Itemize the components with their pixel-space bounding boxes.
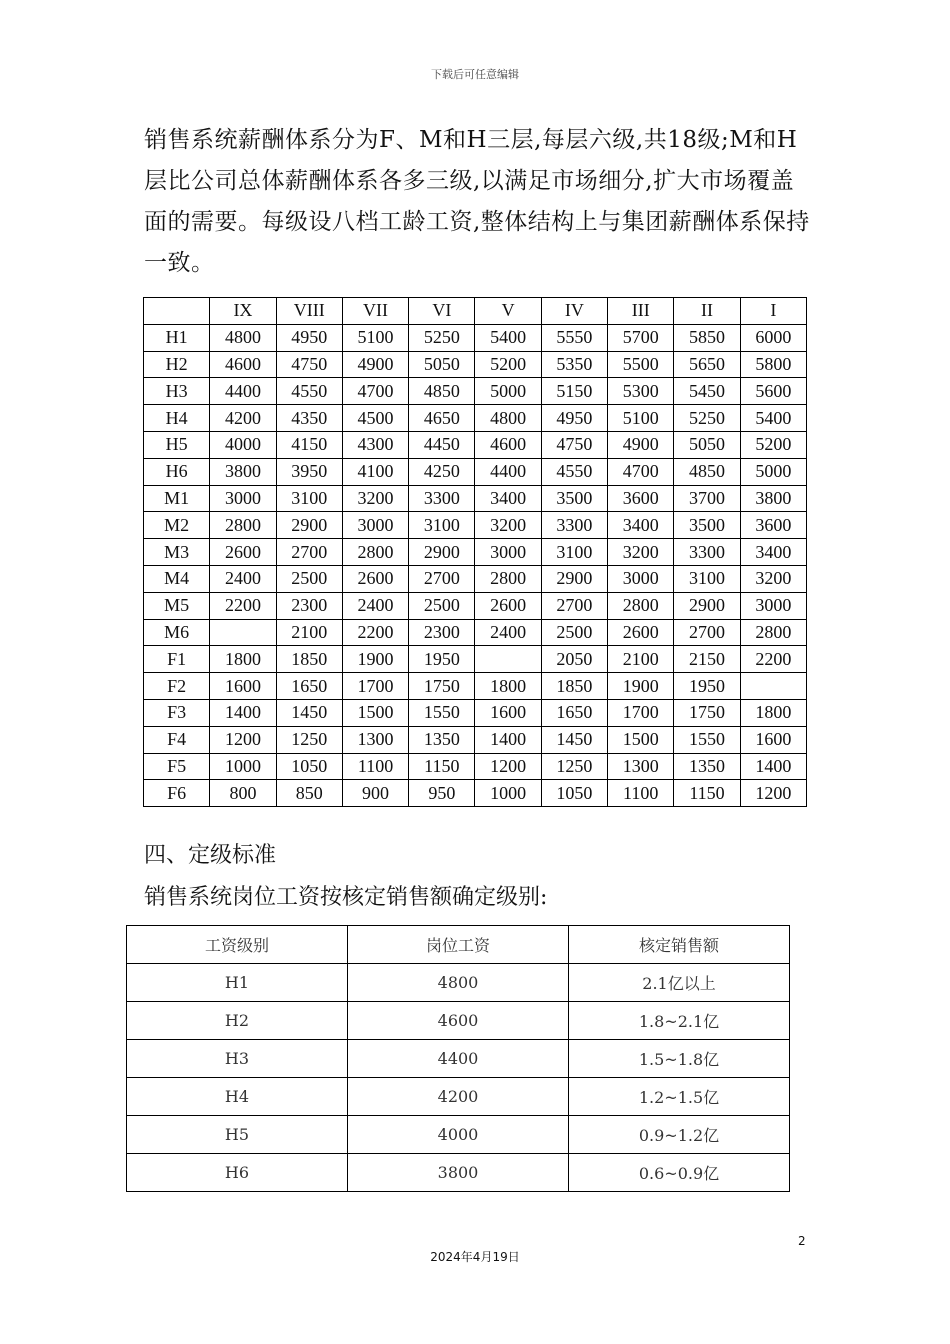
salary-table-cell: 5250 (674, 405, 740, 432)
salary-table-cell: 1950 (674, 673, 740, 700)
level-table-cell: 1.8~2.1亿 (569, 1002, 790, 1040)
level-table-cell: 1.2~1.5亿 (569, 1078, 790, 1116)
salary-table-row-label: M3 (144, 539, 210, 566)
level-table-cell: 0.6~0.9亿 (569, 1154, 790, 1192)
section-title: 四、定级标准 (144, 843, 277, 868)
salary-table-cell: 3400 (475, 485, 541, 512)
salary-table-cell: 4200 (210, 405, 276, 432)
salary-table-cell: 1050 (276, 753, 342, 780)
salary-table-row-label: H2 (144, 351, 210, 378)
salary-table-cell: 4450 (409, 431, 475, 458)
salary-table-cell: 2900 (541, 565, 607, 592)
salary-table-column-header: VII (342, 298, 408, 325)
salary-table-cell: 1600 (210, 673, 276, 700)
salary-table-cell: 1900 (342, 646, 408, 673)
intro-paragraph (144, 120, 814, 284)
salary-table-cell: 2100 (276, 619, 342, 646)
salary-table-row (144, 673, 807, 700)
salary-table-cell: 5700 (608, 324, 674, 351)
salary-table-cell: 3200 (740, 565, 806, 592)
salary-table-cell: 4400 (210, 378, 276, 405)
salary-table-cell: 1600 (740, 726, 806, 753)
intro-line: 销售系统薪酬体系分为F、M和H三层,每层六级,共18级;M和H (144, 127, 798, 153)
level-table-cell: 4400 (348, 1040, 569, 1078)
salary-table-cell: 4900 (608, 431, 674, 458)
salary-table-header (144, 298, 807, 325)
salary-table-cell: 4600 (475, 431, 541, 458)
level-table-cell: 2.1亿以上 (569, 964, 790, 1002)
salary-table-cell: 3100 (276, 485, 342, 512)
salary-table-cell: 4150 (276, 431, 342, 458)
salary-table-cell: 2300 (409, 619, 475, 646)
salary-table-row-label: F3 (144, 699, 210, 726)
salary-table-cell: 1400 (210, 699, 276, 726)
salary-table-cell: 5650 (674, 351, 740, 378)
level-table-cell: 0.9~1.2亿 (569, 1116, 790, 1154)
salary-table-cell: 3200 (475, 512, 541, 539)
intro-line: 一致。 (144, 250, 215, 276)
section-text: 销售系统岗位工资按核定销售额确定级别: (144, 885, 548, 910)
salary-table-cell: 2400 (342, 592, 408, 619)
salary-table-cell: 3000 (475, 539, 541, 566)
salary-table-cell: 3200 (342, 485, 408, 512)
salary-table-cell: 1150 (674, 780, 740, 807)
salary-table-cell: 4950 (276, 324, 342, 351)
salary-table-row (144, 458, 807, 485)
salary-table-cell: 1250 (276, 726, 342, 753)
level-table-cell: 4600 (348, 1002, 569, 1040)
salary-table-row-label: H4 (144, 405, 210, 432)
salary-table-cell: 3000 (342, 512, 408, 539)
salary-table-cell: 3300 (674, 539, 740, 566)
salary-table-cell: 5400 (475, 324, 541, 351)
salary-table-cell: 1200 (475, 753, 541, 780)
salary-table-cell: 4800 (475, 405, 541, 432)
level-table-cell: 4200 (348, 1078, 569, 1116)
level-table-row (127, 1002, 790, 1040)
salary-table-cell: 1000 (475, 780, 541, 807)
salary-table-cell: 1350 (409, 726, 475, 753)
salary-table-row-label: H5 (144, 431, 210, 458)
salary-table-row (144, 539, 807, 566)
salary-table-cell: 4550 (276, 378, 342, 405)
salary-table-row-label: M5 (144, 592, 210, 619)
salary-table-cell: 2400 (475, 619, 541, 646)
page-number: 2 (798, 1234, 806, 1248)
level-table-row-label: H4 (127, 1078, 348, 1116)
salary-table-cell: 4600 (210, 351, 276, 378)
salary-table-cell: 2600 (210, 539, 276, 566)
salary-table-row-label: H1 (144, 324, 210, 351)
level-table-row-label: H3 (127, 1040, 348, 1078)
salary-table-cell: 3600 (608, 485, 674, 512)
salary-table-cell: 4700 (608, 458, 674, 485)
salary-table-cell: 2050 (541, 646, 607, 673)
salary-table-row (144, 699, 807, 726)
salary-table-cell: 1300 (342, 726, 408, 753)
salary-table-cell: 2900 (276, 512, 342, 539)
level-table-row (127, 1116, 790, 1154)
salary-table-cell: 2700 (276, 539, 342, 566)
salary-table-cell: 1600 (475, 699, 541, 726)
salary-table-cell: 1200 (740, 780, 806, 807)
salary-table-cell: 950 (409, 780, 475, 807)
salary-table-cell: 5800 (740, 351, 806, 378)
salary-table-row (144, 619, 807, 646)
salary-table-cell: 5000 (740, 458, 806, 485)
salary-table-row (144, 726, 807, 753)
salary-table-cell: 5400 (740, 405, 806, 432)
salary-table-cell: 4650 (409, 405, 475, 432)
salary-table-cell: 3800 (740, 485, 806, 512)
salary-table-row (144, 485, 807, 512)
salary-table-column-header (144, 298, 210, 325)
salary-table-row-label: F5 (144, 753, 210, 780)
salary-table-cell: 5200 (740, 431, 806, 458)
salary-table-cell: 5000 (475, 378, 541, 405)
salary-table-row (144, 405, 807, 432)
salary-table-row-label: M4 (144, 565, 210, 592)
salary-table-cell: 4250 (409, 458, 475, 485)
salary-table-cell: 1550 (674, 726, 740, 753)
salary-table-column-header: IV (541, 298, 607, 325)
salary-table-cell: 2600 (475, 592, 541, 619)
salary-table-cell: 1950 (409, 646, 475, 673)
salary-table-cell: 1650 (541, 699, 607, 726)
salary-table-cell: 2900 (409, 539, 475, 566)
salary-table-cell: 1050 (541, 780, 607, 807)
salary-table-cell: 4950 (541, 405, 607, 432)
salary-table-row-label: M1 (144, 485, 210, 512)
level-table-header (127, 926, 790, 964)
salary-table-row (144, 780, 807, 807)
salary-table-cell: 1400 (740, 753, 806, 780)
salary-table-cell: 4500 (342, 405, 408, 432)
salary-table-cell: 2700 (409, 565, 475, 592)
salary-table-cell: 3100 (409, 512, 475, 539)
salary-table-cell: 1650 (276, 673, 342, 700)
salary-table-cell: 1300 (608, 753, 674, 780)
salary-table-cell: 3100 (541, 539, 607, 566)
salary-table-row (144, 378, 807, 405)
salary-table-cell: 3500 (541, 485, 607, 512)
salary-table-column-header: VI (409, 298, 475, 325)
salary-table-cell: 3500 (674, 512, 740, 539)
intro-line: 面的需要。每级设八档工龄工资,整体结构上与集团薪酬体系保持 (144, 209, 810, 235)
salary-table-cell: 2200 (342, 619, 408, 646)
salary-grade-table (143, 297, 807, 807)
salary-table-row (144, 565, 807, 592)
salary-table-cell: 5450 (674, 378, 740, 405)
salary-table-cell: 5300 (608, 378, 674, 405)
salary-table-cell: 2800 (342, 539, 408, 566)
salary-table-row-label: H3 (144, 378, 210, 405)
salary-table-cell: 4300 (342, 431, 408, 458)
salary-table-cell: 1700 (342, 673, 408, 700)
salary-table-cell: 3000 (608, 565, 674, 592)
salary-table-row (144, 592, 807, 619)
salary-table-row (144, 753, 807, 780)
salary-table-cell: 4850 (674, 458, 740, 485)
level-table-cell: 3800 (348, 1154, 569, 1192)
footer-date: 2024年4月19日 (430, 1250, 520, 1264)
salary-table-cell: 4750 (541, 431, 607, 458)
salary-table-cell: 5050 (409, 351, 475, 378)
salary-table-column-header: III (608, 298, 674, 325)
salary-table-cell: 1000 (210, 753, 276, 780)
salary-table-cell: 2900 (674, 592, 740, 619)
salary-table-cell: 4850 (409, 378, 475, 405)
salary-table-cell: 2600 (608, 619, 674, 646)
salary-table-cell: 1100 (342, 753, 408, 780)
salary-table-row (144, 646, 807, 673)
salary-table-cell: 1350 (674, 753, 740, 780)
level-table-cell: 4000 (348, 1116, 569, 1154)
level-standard-table (126, 925, 790, 1192)
salary-table-cell: 2800 (475, 565, 541, 592)
salary-table-cell: 1800 (475, 673, 541, 700)
salary-table-cell: 1150 (409, 753, 475, 780)
level-table-row (127, 1078, 790, 1116)
level-table-column-header: 岗位工资 (348, 926, 569, 964)
level-table-row (127, 1154, 790, 1192)
salary-table-cell: 2800 (210, 512, 276, 539)
salary-table-cell: 5550 (541, 324, 607, 351)
salary-table-cell: 3600 (740, 512, 806, 539)
salary-table-cell: 800 (210, 780, 276, 807)
salary-table-cell: 2500 (409, 592, 475, 619)
salary-table-cell: 5250 (409, 324, 475, 351)
salary-table-cell: 1700 (608, 699, 674, 726)
salary-table-cell: 2700 (674, 619, 740, 646)
salary-table-row (144, 324, 807, 351)
salary-table-cell: 3400 (740, 539, 806, 566)
salary-table-cell: 1750 (674, 699, 740, 726)
level-table-column-header: 核定销售额 (569, 926, 790, 964)
salary-table-cell: 5350 (541, 351, 607, 378)
salary-table-cell: 1450 (276, 699, 342, 726)
salary-table-cell: 1500 (342, 699, 408, 726)
level-table-row-label: H6 (127, 1154, 348, 1192)
salary-table-cell: 2700 (541, 592, 607, 619)
salary-table-cell: 2400 (210, 565, 276, 592)
level-table-row-label: H2 (127, 1002, 348, 1040)
salary-table-cell (210, 619, 276, 646)
salary-table-column-header: V (475, 298, 541, 325)
salary-table-cell: 3300 (541, 512, 607, 539)
salary-table-cell: 4800 (210, 324, 276, 351)
salary-table-cell: 4700 (342, 378, 408, 405)
salary-table-cell: 5100 (608, 405, 674, 432)
salary-table-cell: 3400 (608, 512, 674, 539)
salary-table-cell: 1100 (608, 780, 674, 807)
salary-table-cell: 900 (342, 780, 408, 807)
salary-table-row-label: M6 (144, 619, 210, 646)
salary-table-row (144, 351, 807, 378)
salary-table-row (144, 512, 807, 539)
salary-table-cell: 3100 (674, 565, 740, 592)
salary-table-cell: 3000 (740, 592, 806, 619)
salary-table-cell: 1400 (475, 726, 541, 753)
salary-table-cell: 4100 (342, 458, 408, 485)
salary-table-cell: 1800 (210, 646, 276, 673)
salary-table-cell: 2100 (608, 646, 674, 673)
salary-table-cell: 3700 (674, 485, 740, 512)
salary-table-body (144, 324, 807, 806)
salary-table-cell: 5200 (475, 351, 541, 378)
salary-table-cell: 2800 (740, 619, 806, 646)
salary-table-row-label: F4 (144, 726, 210, 753)
salary-table-cell: 1200 (210, 726, 276, 753)
salary-table-cell: 2800 (608, 592, 674, 619)
salary-table-cell: 4550 (541, 458, 607, 485)
salary-table-cell: 5500 (608, 351, 674, 378)
salary-table-cell: 3200 (608, 539, 674, 566)
salary-table-cell: 4400 (475, 458, 541, 485)
salary-table-cell: 2200 (740, 646, 806, 673)
salary-table-cell (475, 646, 541, 673)
salary-table-cell: 2150 (674, 646, 740, 673)
intro-line: 层比公司总体薪酬体系各多三级,以满足市场细分,扩大市场覆盖 (144, 168, 795, 194)
salary-table-row (144, 431, 807, 458)
salary-table-cell: 850 (276, 780, 342, 807)
salary-table-cell: 2500 (276, 565, 342, 592)
salary-table-cell: 5050 (674, 431, 740, 458)
salary-table-row-label: F1 (144, 646, 210, 673)
salary-table-cell (740, 673, 806, 700)
salary-table-column-header: IX (210, 298, 276, 325)
salary-table-cell: 1450 (541, 726, 607, 753)
salary-table-cell: 2300 (276, 592, 342, 619)
salary-table-cell: 5850 (674, 324, 740, 351)
salary-table-row-label: H6 (144, 458, 210, 485)
salary-table-cell: 2500 (541, 619, 607, 646)
level-table-row-label: H1 (127, 964, 348, 1002)
salary-table-cell: 1750 (409, 673, 475, 700)
salary-table-cell: 3800 (210, 458, 276, 485)
salary-table-cell: 4000 (210, 431, 276, 458)
salary-table-cell: 2200 (210, 592, 276, 619)
salary-table-cell: 5100 (342, 324, 408, 351)
level-table-cell: 1.5~1.8亿 (569, 1040, 790, 1078)
salary-table-cell: 1850 (276, 646, 342, 673)
salary-table-cell: 4350 (276, 405, 342, 432)
level-table-cell: 4800 (348, 964, 569, 1002)
salary-table-cell: 1850 (541, 673, 607, 700)
salary-table-cell: 1550 (409, 699, 475, 726)
salary-table-column-header: VIII (276, 298, 342, 325)
salary-table-row-label: M2 (144, 512, 210, 539)
salary-table-cell: 3950 (276, 458, 342, 485)
salary-table-row-label: F6 (144, 780, 210, 807)
salary-table-cell: 1250 (541, 753, 607, 780)
level-table-body (127, 964, 790, 1192)
salary-table-cell: 6000 (740, 324, 806, 351)
salary-table-cell: 1800 (740, 699, 806, 726)
page-header: 下载后可任意编辑 (431, 68, 519, 81)
salary-table-cell: 4750 (276, 351, 342, 378)
salary-table-column-header: II (674, 298, 740, 325)
salary-table-cell: 3000 (210, 485, 276, 512)
salary-table-column-header: I (740, 298, 806, 325)
level-table-row-label: H5 (127, 1116, 348, 1154)
salary-table-cell: 1500 (608, 726, 674, 753)
salary-table-row-label: F2 (144, 673, 210, 700)
salary-table-cell: 2600 (342, 565, 408, 592)
salary-table-cell: 5600 (740, 378, 806, 405)
salary-table-cell: 3300 (409, 485, 475, 512)
salary-table-cell: 4900 (342, 351, 408, 378)
level-table-row (127, 1040, 790, 1078)
salary-table-cell: 1900 (608, 673, 674, 700)
level-table-column-header: 工资级别 (127, 926, 348, 964)
salary-table-cell: 5150 (541, 378, 607, 405)
level-table-row (127, 964, 790, 1002)
